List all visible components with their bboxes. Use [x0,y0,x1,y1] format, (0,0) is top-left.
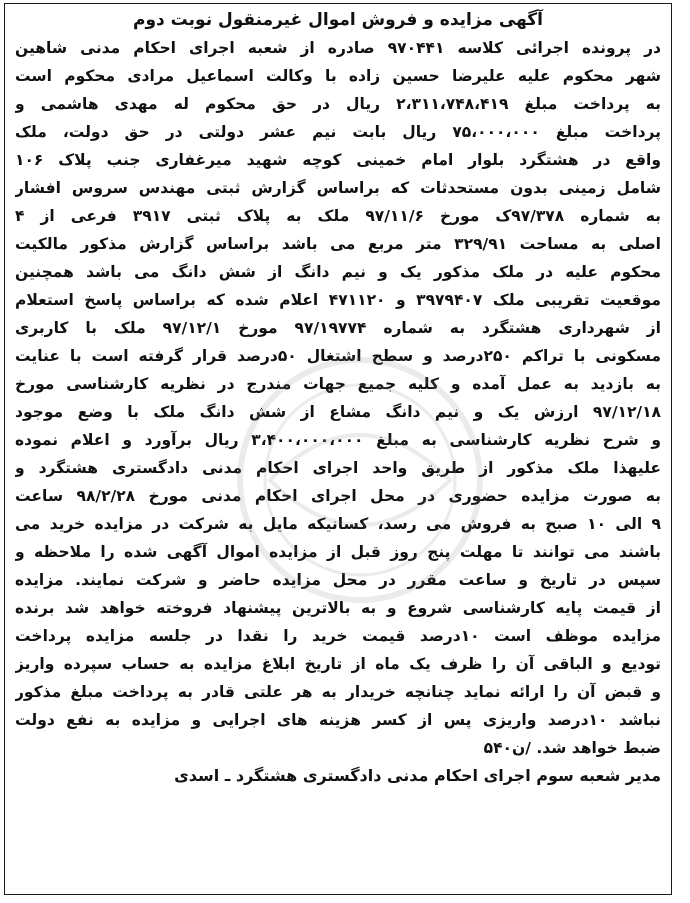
notice-line: از قیمت پایه کارشناسی شروع و به بالاترین پیشنهاد فروخته خواهد شد برنده [15,599,661,617]
notice-line: ضبط خواهد شد. /ن۵۴۰ [483,739,661,757]
notice-line: نباشد ۱۰درصد واریزی پس از کسر هزینه های اجرایی و مزایده به نفع دولت [15,711,661,729]
notice-body [15,34,661,762]
notice-line: مزایده موظف است ۱۰درصد قیمت خرید را نقدا در جلسه مزایده پرداخت [15,627,661,645]
notice-line: تودیع و الباقی آن را ظرف یک ماه از تاریخ ابلاغ مزایده به حساب سپرده واریز [15,655,661,673]
notice-line: شامل زمینی بدون مستحدثات که براساس گزارش ثبتی مهندس سروس افشار [15,179,661,197]
notice-line: به صورت مزایده حضوری در محل اجرای احکام مدنی مورخ ۹۸/۲/۲۸ ساعت [15,487,661,505]
notice-line: ۹۷/۱۲/۱۸ ارزش یک و نیم دانگ مشاع از شش دانگ ملک با وضع موجود [15,403,661,421]
notice-line: ۹ الی ۱۰ صبح به فروش می رسد، کسانیکه مایل به شرکت در مزایده خرید می [15,515,661,533]
notice-line: علیهذا ملک مذکور از طریق واحد اجرای احکام مدنی دادگستری هشتگرد و [15,459,661,477]
notice-line: موقعیت تقریبی ملک ۳۹۷۹۴۰۷ و ۴۷۱۱۲۰ اعلام شده که براساس پاسخ استعلام [15,291,661,309]
notice-line: و قبض آن را ارائه نماید چنانچه خریدار به هر علتی قادر به پرداخت مبلغ مذکور [15,683,661,701]
notice-line: از شهرداری هشتگرد به شماره ۹۷/۱۹۷۷۴ مورخ ۹۷/۱۲/۱ ملک با کاربری [15,319,661,337]
notice-line: محکوم علیه در ملک مذکور یک و نیم دانگ از شش دانگ می باشد همچنین [15,263,661,281]
notice-box [4,3,672,895]
notice-line: مسکونی با تراکم ۲۵۰درصد و سطح اشتغال ۵۰درصد قرار گرفته است با عنایت [15,347,661,365]
notice-line: سپس در تاریخ و ساعت مقرر در محل مزایده حاضر و شرکت نمایند. مزایده [15,571,661,589]
notice-line: و شرح نظریه کارشناسی به مبلغ ۳،۴۰۰،۰۰۰،۰۰۰ ریال برآورد و اعلام نموده [15,431,661,449]
notice-line: به پرداخت مبلغ ۲،۳۱۱،۷۴۸،۴۱۹ ریال در حق محکوم له مهدی هاشمی و [15,95,661,113]
notice-line: پرداخت مبلغ ۷۵،۰۰۰،۰۰۰ ریال بابت نیم عشر دولتی در حق دولت، ملک [15,123,661,141]
notice-line: به بازدید به عمل آمده و کلیه جمیع جهات مندرج در نظریه کارشناسی مورخ [15,375,661,393]
notice-line: اصلی به مساحت ۳۲۹/۹۱ متر مربع می باشد براساس گزارش مذکور مالکیت [15,235,661,253]
notice-line: در پرونده اجرائی کلاسه ۹۷۰۴۴۱ صادره از شعبه اجرای احکام مدنی شاهین [15,39,661,57]
notice-signature: مدیر شعبه سوم اجرای احکام مدنی دادگستری هشتگرد ـ اسدی [174,766,661,785]
notice-title: آگهی مزایده و فروش اموال غیرمنقول نوبت دوم [132,10,544,30]
notice-line: باشند می توانند تا مهلت پنج روز قبل از مزایده اموال آگهی شده را ملاحظه و [15,543,661,561]
notice-line: واقع در هشتگرد بلوار امام خمینی کوچه شهید میرغفاری جنب پلاک ۱۰۶ [15,151,661,169]
notice-line: شهر محکوم علیه علیرضا حسین زاده با وکالت اسماعیل مرادی محکوم است [15,67,661,85]
notice-line: به شماره ۹۷/۳۷۸ک مورخ ۹۷/۱۱/۶ ملک به پلاک ثبتی ۳۹۱۷ فرعی از ۴ [15,207,661,225]
